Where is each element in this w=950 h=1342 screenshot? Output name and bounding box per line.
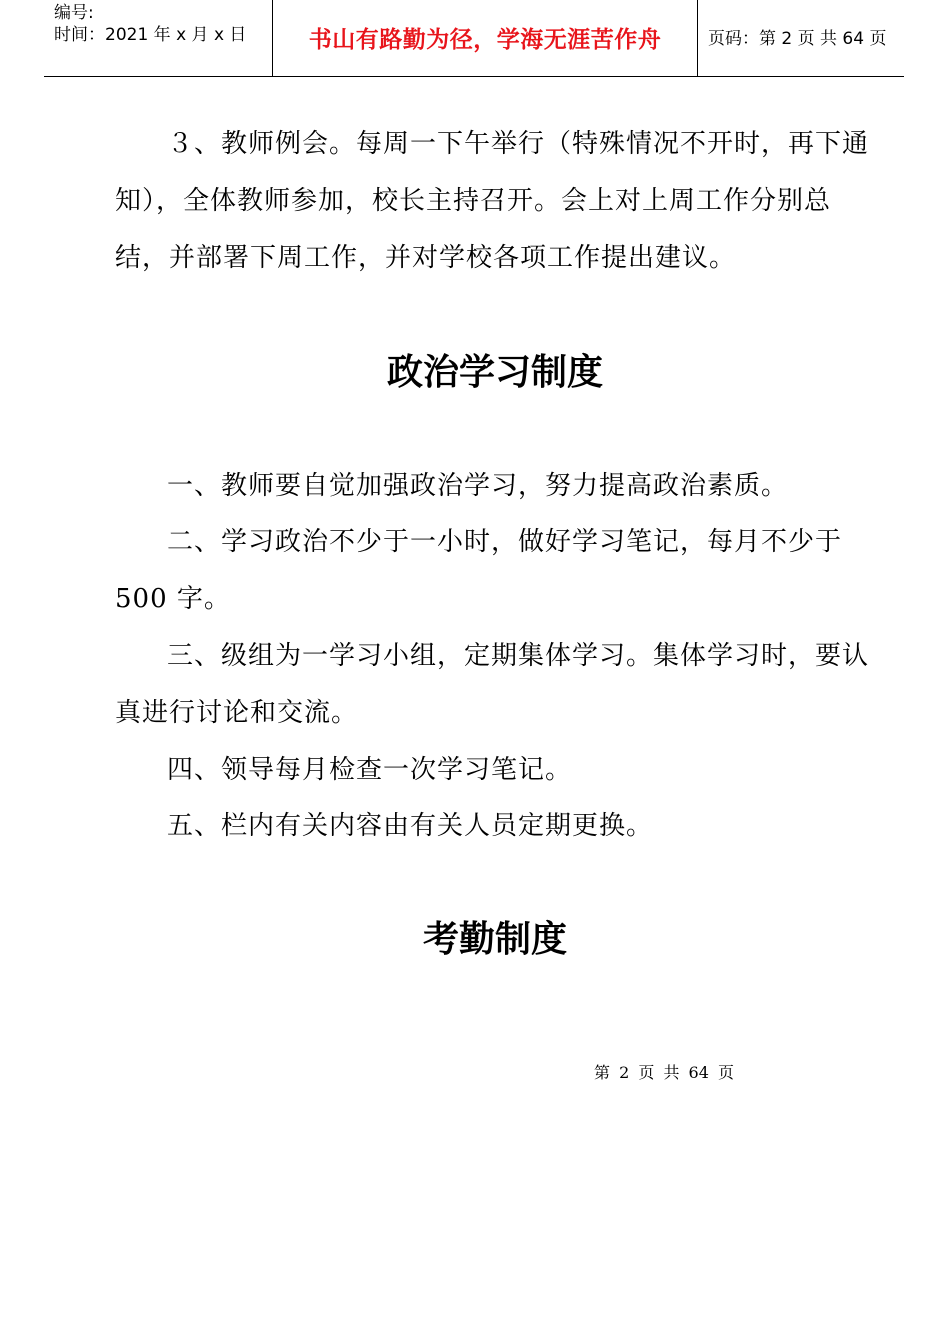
paragraph-item-4: 四、领导每月检查一次学习笔记。 xyxy=(167,755,573,785)
doc-time-label: 时间：2021 年 x 月 x 日 xyxy=(54,25,247,45)
paragraph-item-2: 二、学习政治不少于一小时，做好学习笔记，每月不少于500 字。 xyxy=(115,527,843,614)
section-title-political-study: 政治学习制度 xyxy=(386,352,603,393)
doc-code-label: 编号: xyxy=(54,3,94,23)
section-title-attendance: 考勤制度 xyxy=(422,919,567,960)
paragraph-item-3: ３、教师例会。每周一下午举行（特殊情况不开时，再下通知），全体教师参加，校长主持召开。会上对上周工作分别总结，并部署下周工作，并对学校各项工作提出建议。 xyxy=(115,129,870,273)
header-middle-cell xyxy=(272,0,698,76)
paragraph-item-3b: 三、级组为一学习小组，定期集体学习。集体学习时，要认真进行讨论和交流。 xyxy=(115,641,870,728)
header-left-cell xyxy=(44,0,272,76)
header-right-cell xyxy=(698,0,904,76)
paragraph-item-1: 一、教师要自觉加强政治学习，努力提高政治素质。 xyxy=(167,471,789,501)
page-footer: 第 2 页 共 64 页 xyxy=(594,1063,734,1082)
paragraph-item-5: 五、栏内有关内容由有关人员定期更换。 xyxy=(167,811,654,841)
header-page-number: 页码：第 2 页 共 64 页 xyxy=(708,29,887,49)
page-header xyxy=(44,0,904,77)
header-slogan: 书山有路勤为径，学海无涯苦作舟 xyxy=(308,27,662,53)
